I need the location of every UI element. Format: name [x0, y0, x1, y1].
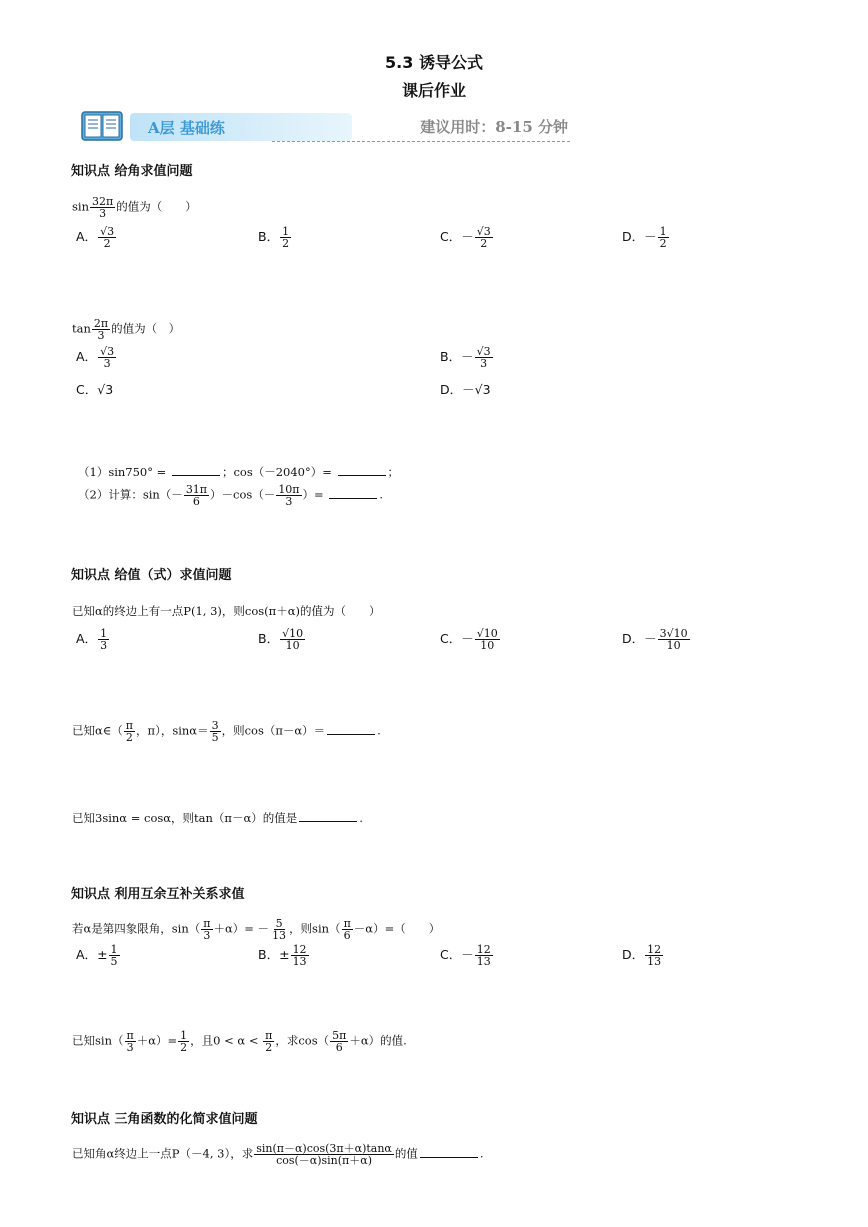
option-label: B．	[258, 947, 280, 962]
text: ）=	[302, 487, 328, 502]
text: 已知sin（	[72, 1033, 124, 1048]
numerator: π	[265, 1029, 273, 1042]
denominator: 13	[647, 955, 662, 968]
numerator: 1	[659, 225, 667, 238]
text: .	[359, 811, 363, 825]
fraction	[475, 944, 493, 967]
option-d[interactable]	[622, 628, 691, 651]
denominator: 3	[99, 207, 107, 220]
fraction	[291, 944, 309, 967]
option-label: C．	[440, 229, 462, 244]
fraction	[254, 1143, 394, 1166]
text: ；cos（－2040°）=	[221, 465, 336, 479]
sign: －	[461, 349, 474, 364]
numerator: sin(π－α)cos(3π＋α)tanα	[256, 1142, 392, 1155]
fraction	[124, 720, 135, 743]
fraction	[280, 628, 305, 651]
question-6	[72, 810, 363, 826]
text: 已知角α终边上一点P（－4, 3），求	[72, 1146, 254, 1161]
question-9	[72, 1143, 484, 1166]
numerator: 1	[180, 1029, 188, 1042]
numerator: π	[343, 917, 351, 930]
text: .	[479, 1146, 484, 1161]
section-heading: 知识点 给值（式）求值问题	[71, 568, 232, 583]
fraction	[276, 484, 301, 507]
option-label: D．	[440, 382, 463, 397]
numerator: 1	[282, 225, 290, 238]
denominator: 2	[180, 1041, 188, 1054]
text: ）－cos（－	[210, 487, 276, 502]
sign: －	[461, 631, 474, 646]
denominator: 10	[285, 639, 300, 652]
option-label: B．	[440, 349, 462, 364]
option-d[interactable]	[440, 380, 491, 398]
fraction	[475, 346, 493, 369]
fraction	[125, 1030, 136, 1053]
numerator: 10π	[278, 483, 300, 496]
text: ；	[387, 465, 400, 479]
text: ＋α）的值.	[349, 1033, 407, 1048]
option-label: C．	[440, 947, 462, 962]
numerator: √3	[100, 225, 115, 238]
sign: ±	[97, 947, 108, 962]
denominator: 2	[103, 237, 111, 250]
fraction	[210, 720, 221, 743]
denominator: 13	[476, 955, 491, 968]
fraction	[280, 226, 291, 249]
answer-blank[interactable]	[172, 475, 220, 476]
text: .	[377, 723, 381, 738]
answer-blank[interactable]	[299, 821, 357, 822]
fraction	[92, 318, 110, 341]
numerator: 12	[292, 943, 307, 956]
time-hint: 建议用时：8-15 分钟	[420, 118, 568, 136]
answer-blank[interactable]	[329, 498, 377, 499]
answer-blank[interactable]	[327, 734, 375, 735]
fraction	[98, 226, 116, 249]
fraction	[342, 918, 353, 941]
denominator: 6	[343, 929, 351, 942]
option-c[interactable]	[76, 380, 113, 398]
numerator: 2π	[93, 317, 109, 330]
numerator: 31π	[185, 483, 208, 496]
text: ，则sin（	[289, 921, 341, 936]
question-2	[72, 318, 180, 341]
text: 已知α∈（	[72, 723, 123, 738]
fraction	[201, 918, 212, 941]
option-b[interactable]	[258, 944, 310, 967]
question-8	[72, 1030, 407, 1053]
fraction	[263, 1030, 274, 1053]
option-label: A．	[76, 947, 98, 962]
option-a[interactable]	[76, 628, 110, 651]
numerator: 12	[647, 943, 662, 956]
text: ，求cos（	[275, 1033, 330, 1048]
denominator: 5	[110, 955, 118, 968]
fraction	[90, 196, 115, 219]
text: ＋α）=	[136, 1033, 178, 1048]
section-heading: 知识点 给角求值问题	[71, 164, 193, 179]
numerator: π	[126, 1029, 134, 1042]
option-label: D．	[622, 947, 645, 962]
option-a[interactable]	[76, 226, 117, 249]
text: ，则cos（π－α）＝	[221, 723, 326, 738]
numerator: 1	[110, 943, 118, 956]
option-b[interactable]	[258, 628, 306, 651]
denominator: 3	[103, 357, 111, 370]
sign: －	[461, 229, 474, 244]
text: （2）计算：sin（－	[78, 487, 183, 502]
option-b[interactable]	[258, 226, 292, 249]
denominator: 3	[203, 929, 211, 942]
option-b[interactable]	[440, 346, 494, 369]
option-c[interactable]	[440, 944, 494, 967]
sign: －	[461, 947, 474, 962]
denominator: cos(－α)sin(π＋α)	[276, 1154, 372, 1167]
numerator: √10	[282, 627, 304, 640]
denominator: 2	[480, 237, 488, 250]
option-label: A．	[76, 349, 98, 364]
option-c[interactable]	[440, 226, 494, 249]
option-c[interactable]	[440, 628, 501, 651]
numerator: √10	[476, 627, 498, 640]
question-3-part-2	[78, 484, 383, 507]
option-label: A．	[76, 229, 98, 244]
question-7	[72, 918, 440, 941]
numerator: 5	[275, 917, 283, 930]
numerator: 12	[476, 943, 491, 956]
denominator: 3	[126, 1041, 134, 1054]
question-4: 已知α的终边上有一点P(1, 3)，则cos(π＋α)的值为（ ）	[72, 604, 381, 618]
fraction	[475, 226, 493, 249]
text: （1）sin750° =	[78, 465, 170, 479]
option-label: C．	[76, 382, 98, 397]
denominator: 2	[265, 1041, 273, 1054]
option-a[interactable]	[76, 346, 117, 369]
fraction	[178, 1030, 189, 1053]
section-heading: 知识点 三角函数的化简求值问题	[71, 1112, 258, 1127]
option-label: B．	[258, 631, 280, 646]
answer-blank[interactable]	[420, 1157, 478, 1158]
answer-blank[interactable]	[338, 475, 386, 476]
q2-suffix: 的值为（ ）	[111, 321, 181, 336]
question-3-part-1	[78, 464, 399, 480]
fraction	[270, 918, 288, 941]
q1-suffix: 的值为（ ）	[116, 199, 197, 214]
option-label: C．	[440, 631, 462, 646]
text: －α）=（ ）	[353, 921, 441, 936]
book-icon	[80, 110, 124, 142]
denominator: 13	[272, 929, 287, 942]
sign: －	[644, 229, 657, 244]
text: ，π），sinα＝	[136, 723, 209, 738]
sign: ±	[279, 947, 290, 962]
option-label: A．	[76, 631, 98, 646]
fraction	[330, 1030, 348, 1053]
numerator: π	[125, 719, 134, 732]
denominator: 6	[335, 1041, 343, 1054]
option-d[interactable]	[622, 226, 670, 249]
level-banner	[80, 110, 570, 144]
numerator: 32π	[92, 195, 114, 208]
denominator: 10	[480, 639, 495, 652]
numerator: 1	[100, 627, 108, 640]
option-label: B．	[258, 229, 280, 244]
fraction	[109, 944, 120, 967]
text: ＋α）= －	[213, 921, 270, 936]
option-label: D．	[622, 631, 645, 646]
fraction	[645, 944, 663, 967]
numerator: 3	[211, 719, 219, 732]
numerator: √3	[100, 345, 115, 358]
option-a[interactable]	[76, 944, 121, 967]
text: ，且0 < α <	[190, 1033, 263, 1048]
page-title: 5.3 诱导公式	[385, 53, 483, 72]
denominator: 3	[480, 357, 488, 370]
text: .	[379, 487, 383, 502]
dashed-divider	[272, 141, 570, 142]
denominator: 5	[211, 731, 219, 744]
level-label: A层 基础练	[148, 119, 225, 137]
q2-prefix: tan	[72, 321, 91, 336]
fraction	[475, 628, 500, 651]
numerator: π	[203, 917, 211, 930]
fraction	[98, 628, 109, 651]
fraction	[658, 628, 690, 651]
question-5	[72, 720, 381, 743]
denominator: 10	[666, 639, 681, 652]
fraction	[184, 484, 209, 507]
denominator: 3	[285, 495, 293, 508]
denominator: 3	[97, 329, 105, 342]
fraction	[658, 226, 669, 249]
text: 若α是第四象限角，sin（	[72, 921, 201, 936]
denominator: 2	[282, 237, 290, 250]
q1-prefix: sin	[72, 199, 89, 214]
numerator: √3	[476, 225, 491, 238]
option-label: D．	[622, 229, 645, 244]
numerator: 5π	[332, 1029, 347, 1042]
section-heading: 知识点 利用互余互补关系求值	[71, 887, 245, 902]
fraction	[98, 346, 116, 369]
text: 的值	[394, 1146, 418, 1161]
denominator: 6	[192, 495, 200, 508]
option-value: √3	[97, 382, 114, 397]
denominator: 2	[125, 731, 133, 744]
denominator: 13	[292, 955, 307, 968]
denominator: 2	[659, 237, 667, 250]
level-pill	[130, 113, 352, 141]
option-value: －√3	[462, 382, 491, 397]
question-1	[72, 196, 197, 219]
text: 已知3sinα = cosα，则tan（π－α）的值是	[72, 811, 298, 825]
denominator: 3	[100, 639, 108, 652]
sign: －	[644, 631, 657, 646]
option-d[interactable]	[622, 944, 664, 967]
numerator: √3	[476, 345, 491, 358]
numerator: 3√10	[659, 627, 688, 640]
page-subtitle: 课后作业	[401, 81, 466, 100]
